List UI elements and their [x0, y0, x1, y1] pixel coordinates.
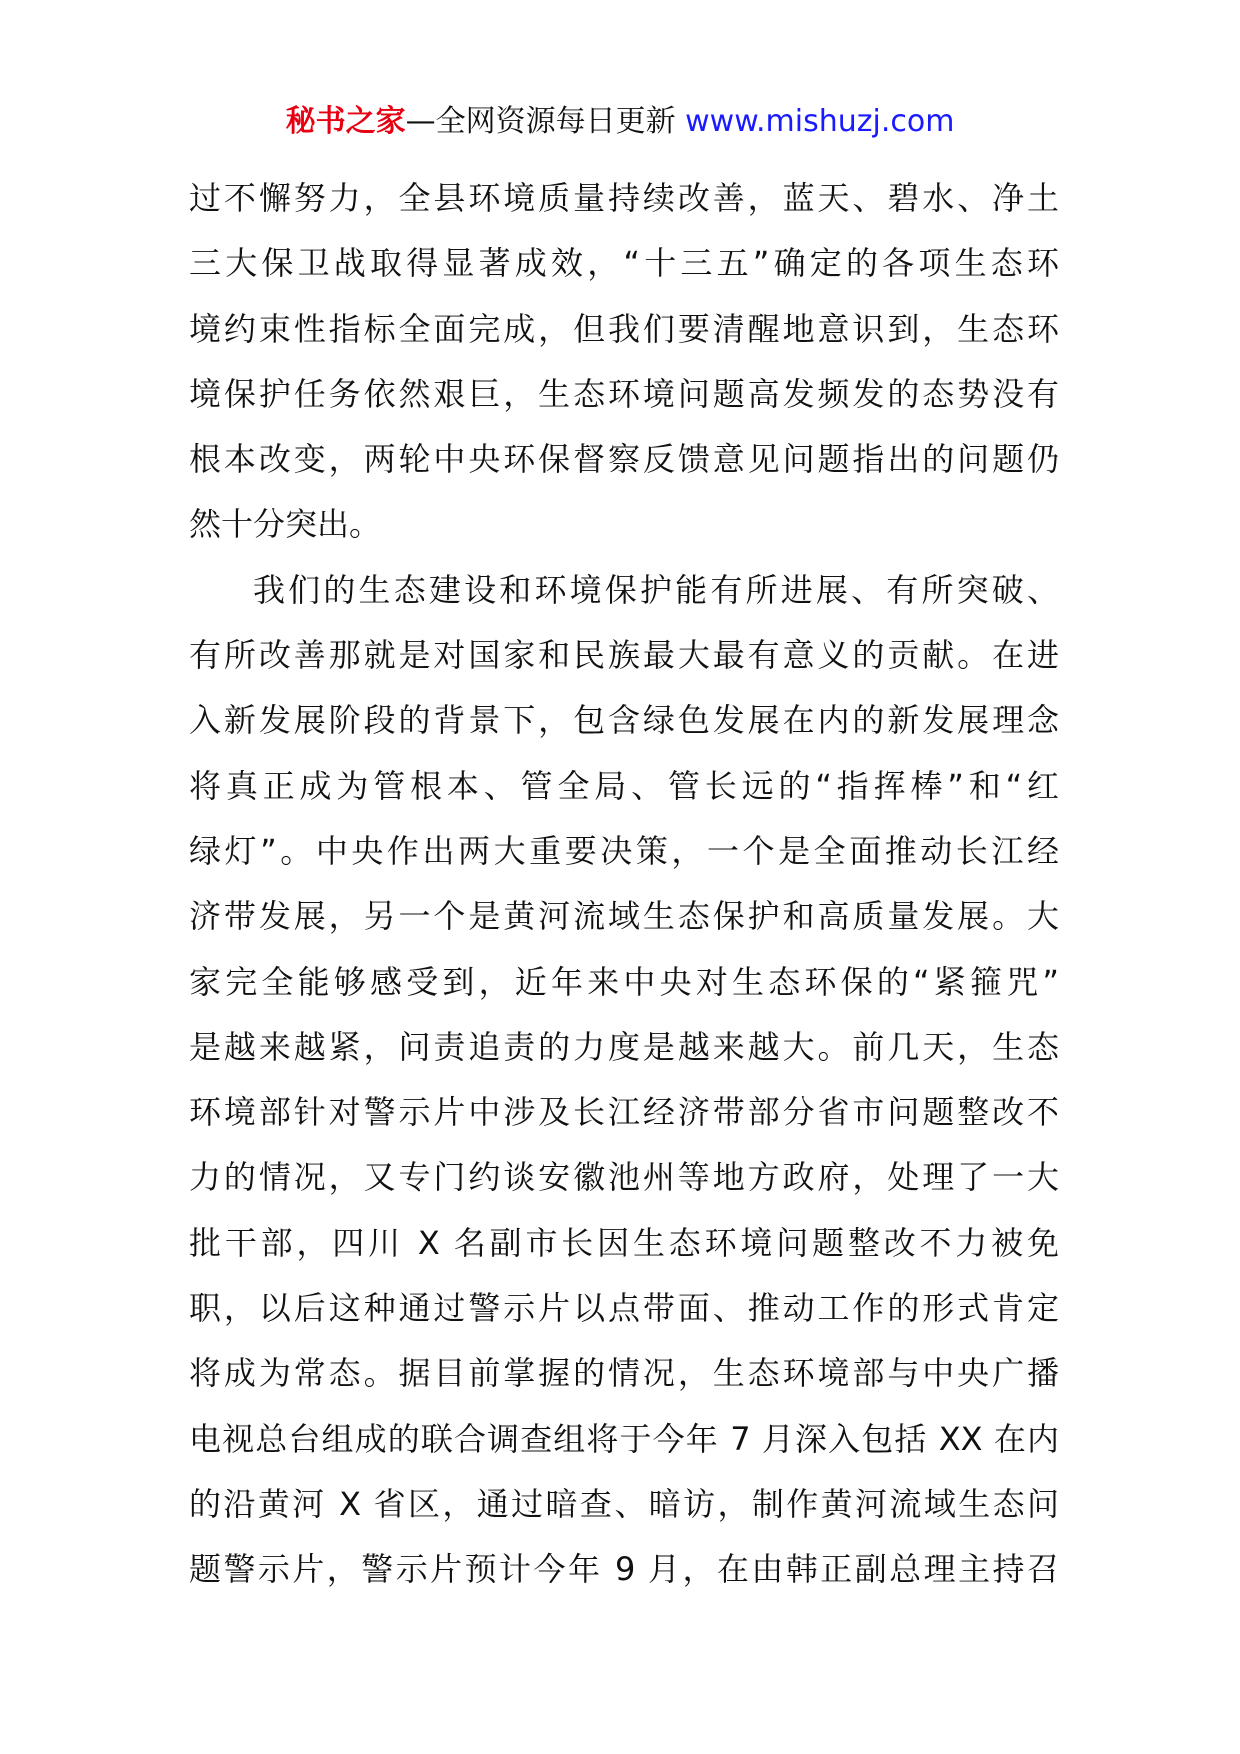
text-line: 将真正成为管根本、管全局、管长远的“指挥棒”和“红 [189, 766, 1059, 805]
text-line: 有所改善那就是对国家和民族最大最有意义的贡献。在进 [189, 636, 1059, 675]
site-brand: 秘书之家 [285, 104, 406, 139]
text-line: 力的情况，又专门约谈安徽池州等地方政府，处理了一大 [189, 1158, 1059, 1197]
text-line: 境约束性指标全面完成，但我们要清醒地意识到，生态环 [189, 309, 1059, 348]
site-tagline: —全网资源每日更新 [405, 104, 676, 139]
text-line: 电视总台组成的联合调查组将于今年 7 月深入包括 XX 在内 [189, 1419, 1059, 1458]
paragraph-1 [189, 166, 1059, 558]
text-line: 根本改变，两轮中央环保督察反馈意见问题指出的问题仍 [189, 440, 1059, 479]
text-line: 是越来越紧，问责追责的力度是越来越大。前几天，生态 [189, 1027, 1059, 1066]
paragraph-2 [189, 558, 1059, 1603]
text-line: 三大保卫战取得显著成效，“十三五”确定的各项生态环 [189, 244, 1059, 283]
text-line: 过不懈努力，全县环境质量持续改善，蓝天、碧水、净土 [189, 179, 1059, 217]
text-line: 然十分突出。 [189, 505, 382, 544]
text-line: 题警示片，警示片预计今年 9 月，在由韩正副总理主持召 [189, 1550, 1059, 1589]
text-line: 入新发展阶段的背景下，包含绿色发展在内的新发展理念 [189, 701, 1059, 740]
text-line: 职，以后这种通过警示片以点带面、推动工作的形式肯定 [189, 1289, 1059, 1328]
text-line: 我们的生态建设和环境保护能有所进展、有所突破、 [253, 570, 1059, 609]
document-body [189, 166, 1059, 1603]
text-line: 的沿黄河 X 省区，通过暗查、暗访，制作黄河流域生态问 [189, 1484, 1059, 1523]
text-line: 将成为常态。据目前掌握的情况，生态环境部与中央广播 [189, 1354, 1059, 1393]
site-header [0, 100, 1240, 144]
site-url-link[interactable]: www.mishuzj.com [685, 104, 955, 139]
text-line: 环境部针对警示片中涉及长江经济带部分省市问题整改不 [189, 1093, 1059, 1132]
text-line: 家完全能够感受到，近年来中央对生态环保的“紧箍咒” [189, 962, 1059, 1001]
text-line: 绿灯”。中央作出两大重要决策，一个是全面推动长江经 [189, 831, 1059, 870]
text-line: 境保护任务依然艰巨，生态环境问题高发频发的态势没有 [189, 374, 1059, 413]
text-line: 济带发展，另一个是黄河流域生态保护和高质量发展。大 [189, 897, 1059, 936]
text-line: 批干部，四川 X 名副市长因生态环境问题整改不力被免 [189, 1223, 1059, 1262]
